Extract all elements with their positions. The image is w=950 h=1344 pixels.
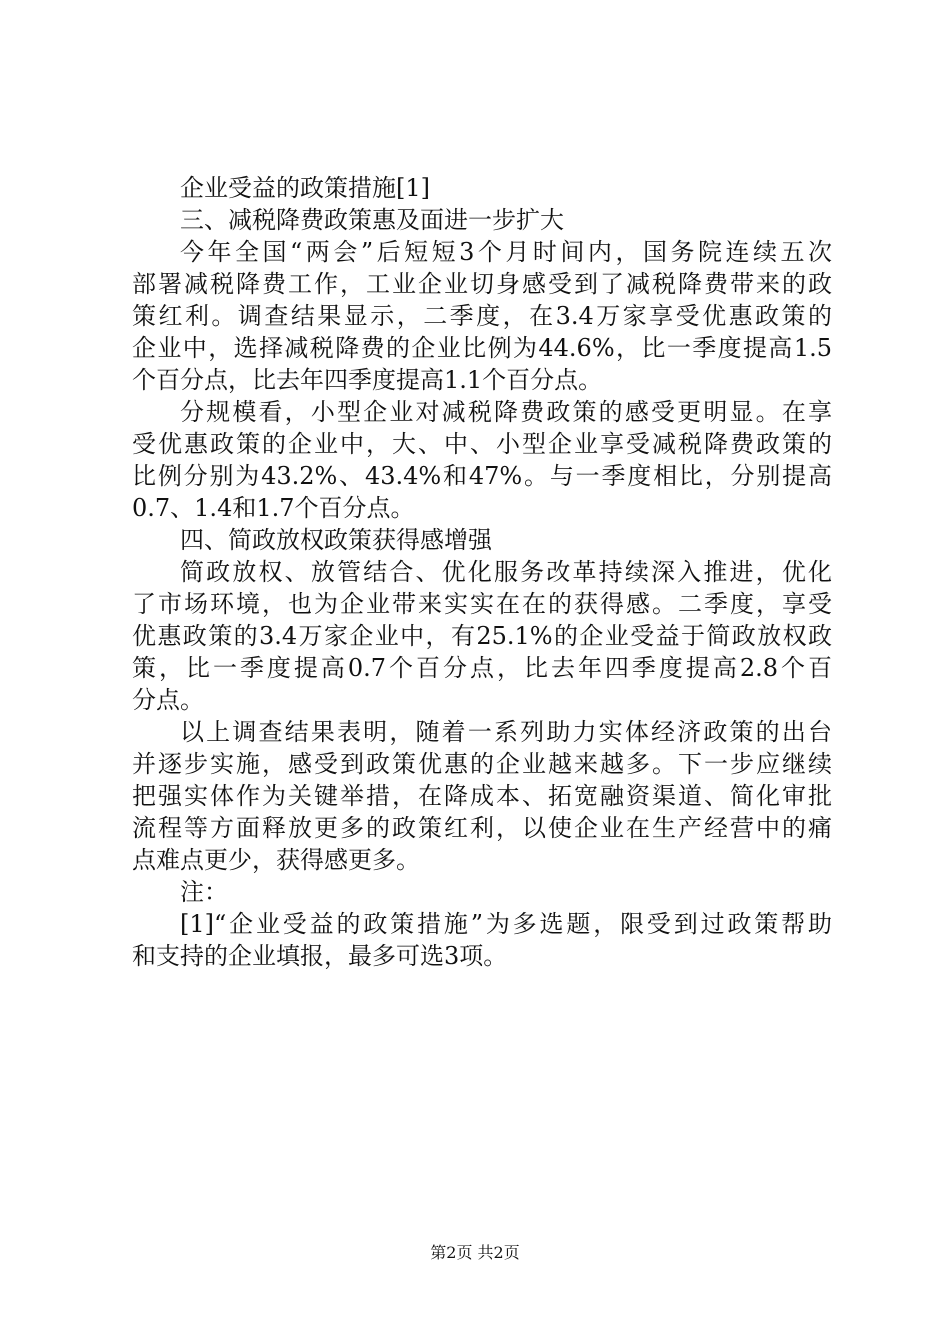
body-line: 策，比一季度提高0.7个百分点，比去年四季度提高2.8个百 [132,654,832,682]
body-line: 比例分别为43.2%、43.4%和47%。与一季度相比，分别提高 [132,462,832,490]
body-line: 简政放权、放管结合、优化服务改革持续深入推进，优化 [180,558,832,586]
body-line: 部署减税降费工作，工业企业切身感受到了减税降费带来的政 [132,270,832,298]
body-line: 把强实体作为关键举措，在降成本、拓宽融资渠道、简化审批 [132,782,832,810]
body-line: 0.7、1.4和1.7个百分点。 [132,494,415,522]
body-line: 企业中，选择减税降费的企业比例为44.6%，比一季度提高1.5 [132,334,832,362]
footnote-line: 和支持的企业填报，最多可选3项。 [132,942,508,970]
body-line: 流程等方面释放更多的政策红利，以使企业在生产经营中的痛 [132,814,832,842]
body-line: 点难点更少，获得感更多。 [132,846,420,874]
body-line: 今年全国“两会”后短短3个月时间内，国务院连续五次 [180,238,832,266]
body-line: 分点。 [132,686,204,714]
body-line: 个百分点，比去年四季度提高1.1个百分点。 [132,366,603,394]
body-line: 分规模看，小型企业对减税降费政策的感受更明显。在享 [180,398,832,426]
section-heading: 四、简政放权政策获得感增强 [180,526,492,554]
body-line: 策红利。调查结果显示，二季度，在3.4万家享受优惠政策的 [132,302,832,330]
document-body [132,172,832,972]
section-heading: 三、减税降费政策惠及面进一步扩大 [180,206,564,234]
page-footer: 第2页 共2页 [430,1243,520,1262]
body-line: 了市场环境，也为企业带来实实在在的获得感。二季度，享受 [132,590,832,618]
body-line: 并逐步实施，感受到政策优惠的企业越来越多。下一步应继续 [132,750,832,778]
note-heading: 注： [180,878,228,906]
body-line: 企业受益的政策措施[1] [180,174,430,202]
body-line: 优惠政策的3.4万家企业中，有25.1%的企业受益于简政放权政 [132,622,832,650]
footnote-line: [1]“企业受益的政策措施”为多选题，限受到过政策帮助 [180,910,832,938]
body-line: 以上调查结果表明，随着一系列助力实体经济政策的出台 [180,718,832,746]
body-line: 受优惠政策的企业中，大、中、小型企业享受减税降费政策的 [132,430,832,458]
